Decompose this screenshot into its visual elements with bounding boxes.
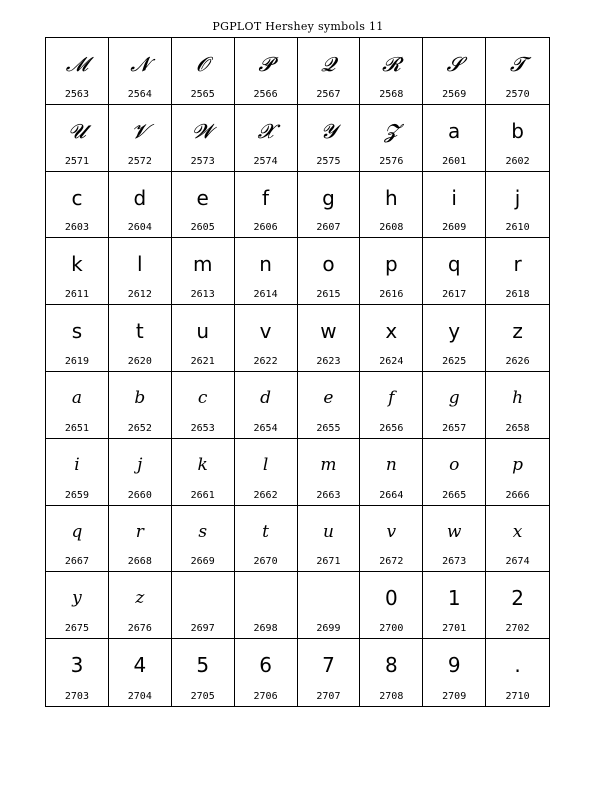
symbol-glyph: z	[512, 319, 523, 344]
symbol-code: 2697	[190, 623, 215, 635]
symbol-cell	[46, 238, 109, 305]
symbol-cell	[360, 305, 423, 372]
symbol-glyph: t	[135, 319, 144, 344]
symbol-cell	[360, 639, 423, 706]
symbol-glyph: 𝓨	[320, 118, 337, 143]
symbol-code: 2655	[316, 422, 341, 434]
symbol-code: 2570	[505, 88, 530, 100]
symbol-code: 2665	[442, 489, 467, 501]
symbol-glyph: v	[259, 319, 272, 344]
symbol-glyph: 0	[384, 586, 398, 611]
symbol-code: 2601	[442, 155, 467, 167]
symbol-code: 2621	[190, 356, 215, 367]
symbol-cell	[486, 105, 549, 172]
symbol-glyph: f	[388, 388, 395, 408]
symbol-glyph: q	[71, 521, 83, 542]
symbol-cell	[423, 38, 486, 105]
symbol-glyph: 3	[70, 653, 84, 678]
symbol-cell	[109, 572, 172, 639]
symbol-glyph: 𝓣	[509, 52, 526, 76]
symbol-code: 2622	[253, 356, 278, 367]
symbol-glyph: 4	[133, 653, 147, 678]
symbol-code: 2564	[127, 88, 152, 100]
symbol-cell	[360, 105, 423, 172]
symbol-code: 2569	[442, 88, 467, 100]
symbol-glyph: 𝓤	[68, 118, 86, 143]
symbol-cell	[486, 238, 549, 305]
symbol-code: 2708	[379, 691, 404, 702]
symbol-code: 2623	[316, 356, 341, 367]
symbol-cell	[360, 506, 423, 573]
symbol-code: 2653	[190, 422, 215, 434]
symbol-cell	[109, 439, 172, 506]
symbol-cell	[172, 372, 235, 439]
page-title: PGPLOT Hershey symbols 11	[212, 20, 384, 33]
symbol-cell	[360, 38, 423, 105]
symbol-code: 2707	[316, 691, 341, 702]
symbol-grid	[45, 37, 550, 707]
symbol-code: 2615	[316, 289, 341, 301]
symbol-code: 2620	[127, 356, 152, 367]
symbol-code: 2651	[64, 422, 89, 434]
symbol-cell	[109, 105, 172, 172]
symbol-glyph: p	[384, 252, 398, 277]
symbol-cell	[172, 38, 235, 105]
symbol-glyph: i	[451, 185, 457, 210]
symbol-code: 2567	[316, 88, 341, 100]
symbol-code: 2669	[190, 556, 215, 568]
symbol-glyph: u	[322, 521, 334, 542]
symbol-cell	[486, 172, 549, 239]
symbol-glyph: z	[135, 588, 145, 609]
symbol-glyph: i	[74, 454, 80, 475]
symbol-glyph: l	[262, 454, 269, 475]
symbol-code: 2616	[379, 289, 404, 301]
symbol-glyph: a	[448, 118, 461, 143]
symbol-glyph: k	[71, 252, 83, 277]
symbol-glyph: b	[511, 118, 524, 143]
symbol-code: 2671	[316, 556, 341, 568]
symbol-cell	[486, 372, 549, 439]
symbol-code: 2602	[505, 155, 530, 167]
symbol-code: 2617	[442, 289, 467, 301]
symbol-glyph: s	[198, 521, 208, 542]
symbol-cell	[46, 38, 109, 105]
symbol-cell	[423, 639, 486, 706]
symbol-cell	[46, 506, 109, 573]
symbol-cell	[298, 105, 361, 172]
symbol-cell	[360, 439, 423, 506]
symbol-code: 2662	[253, 489, 278, 501]
symbol-glyph	[298, 585, 360, 613]
symbol-code: 2663	[316, 489, 341, 501]
symbol-glyph: p	[512, 454, 523, 475]
symbol-cell	[486, 439, 549, 506]
symbol-glyph: a	[71, 388, 82, 408]
symbol-code: 2624	[379, 356, 404, 367]
symbol-glyph: 6	[259, 653, 272, 678]
symbol-cell	[46, 105, 109, 172]
symbol-glyph: v	[386, 521, 397, 542]
symbol-glyph: w	[320, 319, 337, 344]
symbol-code: 2703	[64, 691, 89, 702]
symbol-cell	[423, 372, 486, 439]
symbol-cell	[235, 172, 298, 239]
symbol-code: 2575	[316, 155, 341, 167]
symbol-cell	[172, 305, 235, 372]
symbol-cell	[235, 105, 298, 172]
symbol-code: 2618	[505, 289, 530, 301]
symbol-glyph	[172, 585, 234, 613]
symbol-cell	[298, 572, 361, 639]
symbol-code: 2698	[253, 623, 278, 635]
symbol-cell	[298, 639, 361, 706]
symbol-code: 2613	[190, 289, 215, 301]
symbol-glyph: h	[384, 185, 398, 210]
symbol-cell	[235, 506, 298, 573]
symbol-cell	[235, 238, 298, 305]
symbol-cell	[235, 38, 298, 105]
symbol-glyph: 𝓥	[131, 118, 149, 143]
symbol-code: 2706	[253, 691, 278, 702]
symbol-code: 2609	[442, 222, 467, 234]
symbol-glyph: 2	[511, 586, 524, 611]
symbol-code: 2668	[127, 556, 152, 568]
symbol-code: 2626	[505, 356, 530, 367]
symbol-code: 2672	[379, 556, 404, 568]
symbol-cell	[423, 506, 486, 573]
symbol-cell	[109, 38, 172, 105]
symbol-code: 2705	[190, 691, 215, 702]
symbol-code: 2658	[505, 422, 530, 434]
symbol-glyph: 𝓦	[192, 118, 214, 143]
symbol-glyph: t	[262, 521, 269, 542]
symbol-glyph: .	[514, 653, 521, 678]
symbol-glyph: u	[196, 319, 210, 344]
symbol-cell	[235, 439, 298, 506]
symbol-cell	[46, 372, 109, 439]
symbol-code: 2606	[253, 222, 278, 234]
symbol-code: 2605	[190, 222, 215, 234]
symbol-code: 2614	[253, 289, 278, 301]
symbol-cell	[298, 305, 361, 372]
symbol-cell	[235, 305, 298, 372]
symbol-code: 2574	[253, 155, 278, 167]
symbol-glyph: g	[322, 185, 335, 210]
symbol-glyph: e	[323, 388, 334, 408]
symbol-code: 2701	[442, 623, 467, 635]
symbol-code: 2566	[253, 88, 278, 100]
symbol-cell	[423, 305, 486, 372]
symbol-glyph: q	[447, 252, 461, 277]
symbol-code: 2666	[505, 489, 530, 501]
symbol-glyph: 𝓜	[65, 52, 89, 76]
symbol-cell	[235, 572, 298, 639]
symbol-glyph: f	[262, 185, 270, 210]
symbol-glyph: 𝓡	[381, 52, 401, 76]
symbol-code: 2565	[190, 88, 215, 100]
symbol-glyph: m	[192, 252, 213, 277]
symbol-glyph: x	[512, 521, 523, 542]
symbol-cell	[423, 572, 486, 639]
symbol-glyph: c	[197, 388, 208, 408]
symbol-code: 2573	[190, 155, 215, 167]
symbol-cell	[298, 506, 361, 573]
symbol-glyph: e	[196, 185, 209, 210]
symbol-glyph: y	[72, 588, 82, 609]
symbol-glyph: w	[446, 521, 462, 542]
symbol-code: 2654	[253, 422, 278, 434]
symbol-cell	[109, 238, 172, 305]
symbol-cell	[109, 506, 172, 573]
symbol-glyph: l	[137, 252, 143, 277]
symbol-cell	[172, 105, 235, 172]
symbol-code: 2610	[505, 222, 530, 234]
symbol-code: 2710	[505, 691, 530, 702]
symbol-code: 2612	[127, 289, 152, 301]
symbol-cell	[360, 172, 423, 239]
symbol-code: 2625	[442, 356, 467, 367]
symbol-glyph: r	[135, 521, 144, 542]
symbol-cell	[46, 572, 109, 639]
symbol-glyph: d	[260, 388, 271, 408]
symbol-glyph: 8	[384, 653, 398, 678]
symbol-cell	[46, 639, 109, 706]
symbol-cell	[298, 439, 361, 506]
symbol-cell	[486, 305, 549, 372]
symbol-code: 2676	[127, 623, 152, 635]
symbol-glyph: 𝓩	[384, 118, 399, 143]
symbol-code: 2572	[127, 155, 152, 167]
symbol-cell	[423, 439, 486, 506]
symbol-code: 2660	[127, 489, 152, 501]
symbol-code: 2702	[505, 623, 530, 635]
symbol-cell	[172, 172, 235, 239]
symbol-glyph: 𝓠	[321, 52, 336, 76]
symbol-cell	[298, 38, 361, 105]
symbol-code: 2603	[64, 222, 89, 234]
symbol-glyph: s	[71, 319, 83, 344]
symbol-code: 2664	[379, 489, 404, 501]
symbol-glyph: 1	[447, 586, 461, 611]
symbol-glyph: o	[449, 454, 460, 475]
symbol-glyph: n	[385, 454, 397, 475]
symbol-cell	[423, 172, 486, 239]
symbol-cell	[235, 372, 298, 439]
symbol-code: 2563	[64, 88, 89, 100]
symbol-code: 2656	[379, 422, 404, 434]
symbol-code: 2611	[64, 289, 89, 301]
symbol-cell	[109, 372, 172, 439]
symbol-cell	[298, 172, 361, 239]
symbol-glyph: h	[512, 388, 524, 408]
symbol-code: 2608	[379, 222, 404, 234]
symbol-glyph: 5	[196, 653, 210, 678]
symbol-cell	[423, 238, 486, 305]
symbol-cell	[109, 639, 172, 706]
symbol-glyph: d	[133, 185, 147, 210]
symbol-glyph: g	[448, 388, 460, 408]
symbol-glyph: 𝓞	[196, 52, 209, 76]
symbol-glyph: o	[322, 252, 335, 277]
symbol-glyph	[235, 585, 297, 613]
symbol-code: 2699	[316, 623, 341, 635]
symbol-glyph: c	[71, 185, 83, 210]
symbol-glyph: 9	[447, 653, 461, 678]
symbol-glyph: r	[513, 252, 522, 277]
symbol-code: 2674	[505, 556, 530, 568]
symbol-glyph: 7	[322, 653, 335, 678]
symbol-cell	[172, 639, 235, 706]
symbol-code: 2604	[127, 222, 152, 234]
symbol-glyph: b	[134, 388, 146, 408]
symbol-code: 2661	[190, 489, 215, 501]
symbol-glyph: y	[448, 319, 461, 344]
symbol-cell	[486, 38, 549, 105]
symbol-cell	[109, 305, 172, 372]
symbol-cell	[172, 439, 235, 506]
symbol-glyph: x	[385, 319, 398, 344]
symbol-cell	[172, 238, 235, 305]
symbol-cell	[235, 639, 298, 706]
symbol-code: 2576	[379, 155, 404, 167]
symbol-cell	[486, 506, 549, 573]
symbol-code: 2571	[64, 155, 89, 167]
symbol-code: 2700	[379, 623, 404, 635]
symbol-code: 2619	[64, 356, 89, 367]
symbol-glyph: j	[514, 185, 521, 210]
symbol-cell	[298, 372, 361, 439]
symbol-cell	[46, 439, 109, 506]
symbol-glyph: j	[137, 454, 143, 475]
symbol-code: 2652	[127, 422, 152, 434]
symbol-code: 2607	[316, 222, 341, 234]
symbol-cell	[46, 172, 109, 239]
symbol-code: 2709	[442, 691, 467, 702]
symbol-code: 2704	[127, 691, 152, 702]
symbol-glyph: 𝓝	[130, 52, 150, 76]
symbol-cell	[360, 372, 423, 439]
symbol-cell	[298, 238, 361, 305]
symbol-cell	[486, 572, 549, 639]
symbol-code: 2657	[442, 422, 467, 434]
symbol-glyph: 𝓧	[257, 118, 274, 143]
symbol-cell	[423, 105, 486, 172]
symbol-glyph: m	[320, 454, 337, 475]
symbol-cell	[109, 172, 172, 239]
symbol-code: 2675	[64, 623, 89, 635]
symbol-code: 2659	[64, 489, 89, 501]
symbol-code: 2673	[442, 556, 467, 568]
symbol-cell	[46, 305, 109, 372]
symbol-code: 2667	[64, 556, 89, 568]
symbol-glyph: n	[259, 252, 272, 277]
symbol-glyph: 𝓟	[258, 52, 273, 76]
symbol-code: 2670	[253, 556, 278, 568]
symbol-glyph: 𝓢	[446, 52, 462, 76]
symbol-cell	[360, 238, 423, 305]
symbol-cell	[360, 572, 423, 639]
symbol-cell	[172, 506, 235, 573]
symbol-cell	[486, 639, 549, 706]
symbol-cell	[172, 572, 235, 639]
symbol-code: 2568	[379, 88, 404, 100]
symbol-glyph: k	[197, 454, 208, 475]
